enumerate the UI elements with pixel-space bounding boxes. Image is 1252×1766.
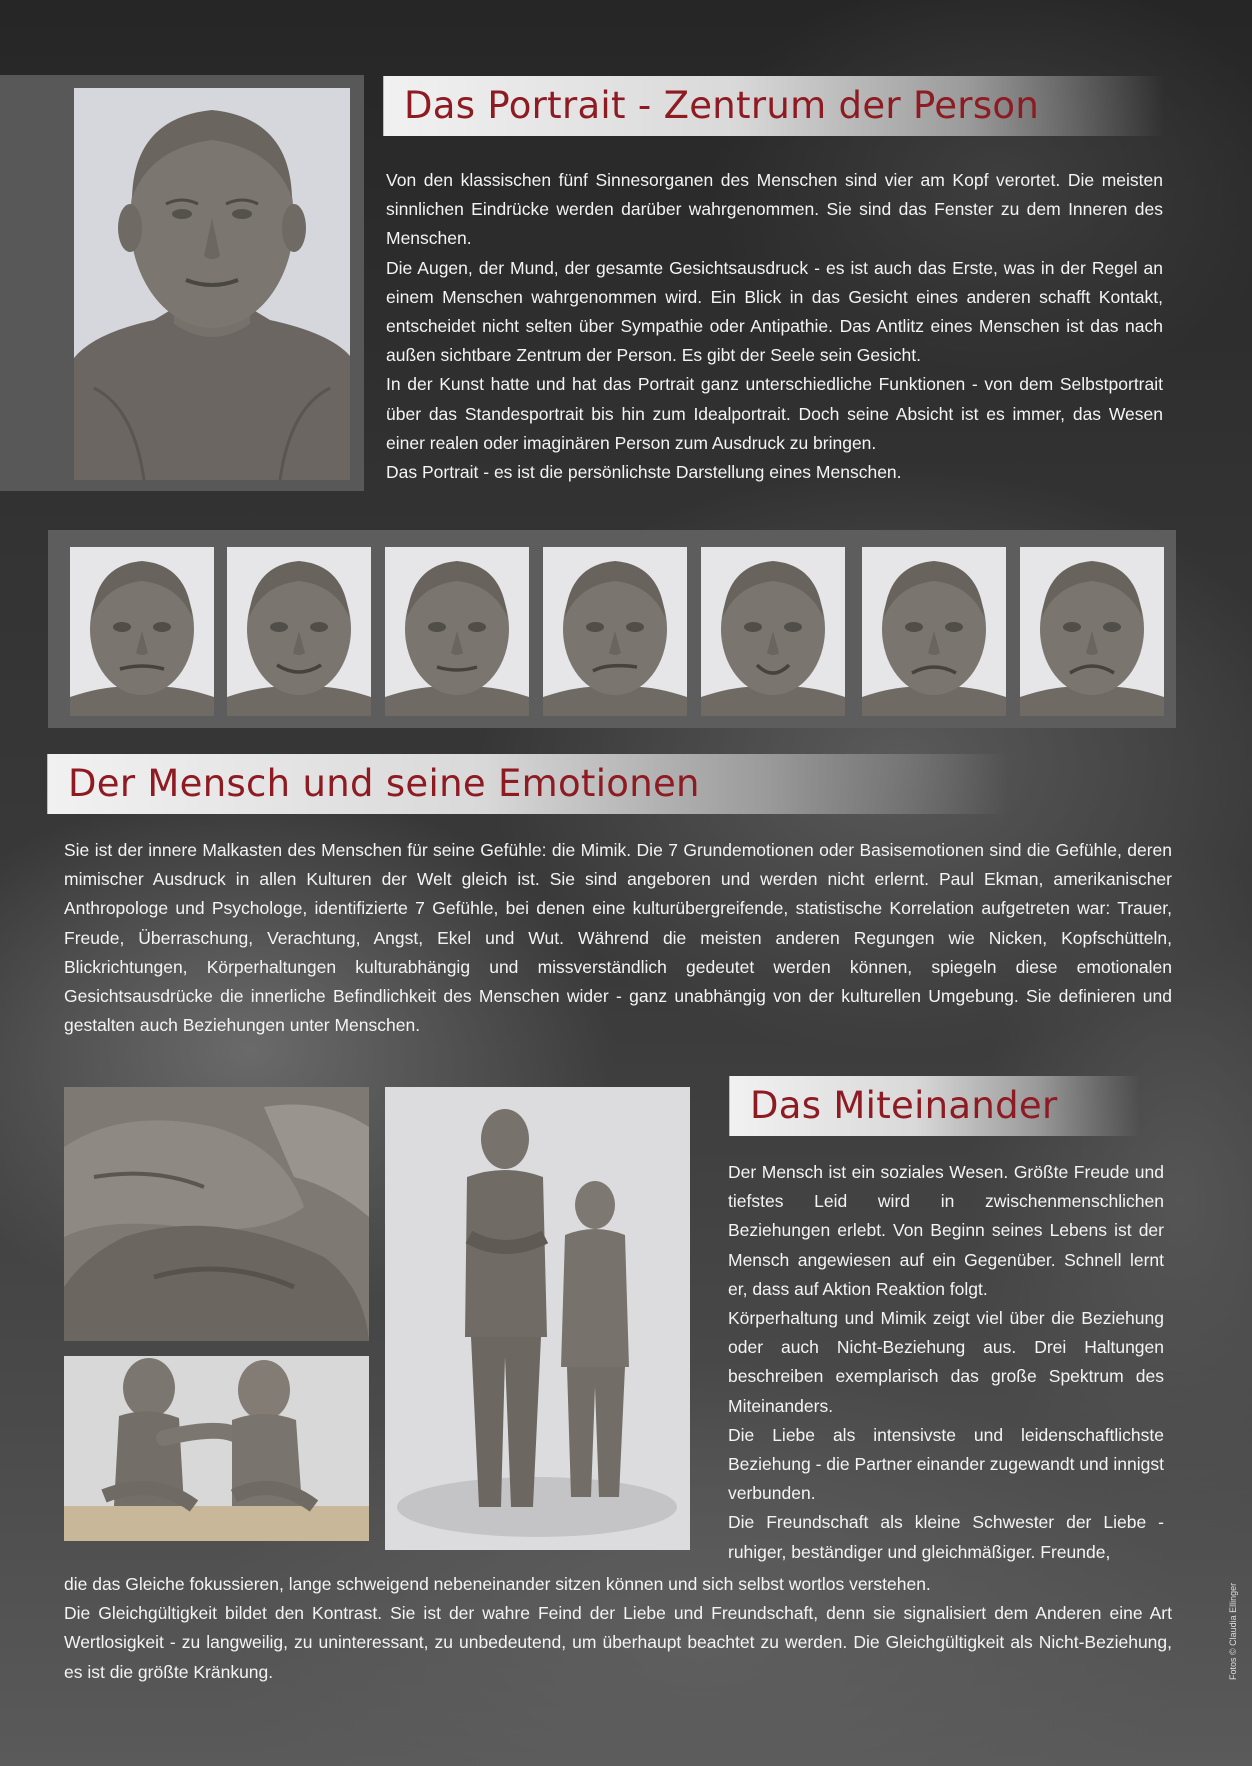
emotions-heading-bar: [48, 754, 1008, 814]
photo-credit: Fotos © Claudia Ellinger: [1228, 1582, 1238, 1680]
portrait-heading-bar: [384, 76, 1164, 136]
hands-sculpture-photo: [64, 1087, 369, 1341]
together-paragraph: Die Liebe als intensivste und leidenschaftlichste Beziehung - die Partner einander zugewandt und innigst verbunden.: [728, 1424, 1164, 1504]
together-continuation-paragraph: die das Gleiche fokussieren, lange schweigend nebeneinander sitzen können und sich selbst wortlos verstehen.: [64, 1574, 931, 1594]
emotions-title: Der Mensch und seine Emotionen: [68, 762, 700, 805]
emotions-paragraph: Sie ist der innere Malkasten des Menschen für seine Gefühle: die Mimik. Die 7 Grundemotionen oder Basisemotionen sind die Gefühle, deren mimischer Ausdruck in allen Kulturen der Welt gleich ist. Sie sind angeboren und werden nicht erlernt. Paul Ekman, amerikanischer Anthropologe und Psychologe, identifizierte 7 Gefühle, bei denen eine kulturübergreifende, statistische Korrelation aufgetreten war: Trauer, Freude, Überraschung, Verachtung, Angst, Ekel und Wut. Während die meisten anderen Regungen wie Nicken, Kopfschütteln, Blickrichtungen, Körperhaltungen kulturabhängig und missverständlich gedeutet werden können, spiegeln diese emotionalen Gesichtsausdrücke die innerliche Befindlichkeit des Menschen wider - ganz unabhängig von der kulturellen Umgebung. Sie definieren und gestalten auch Beziehungen unter Menschen.: [64, 840, 1172, 1036]
together-paragraph: Körperhaltung und Mimik zeigt viel über die Beziehung oder auch Nicht-Beziehung aus. Drei Haltungen beschreiben exemplarisch das große Spektrum des Miteinanders.: [728, 1308, 1164, 1416]
emotions-text: [64, 836, 1172, 1040]
together-paragraph: Die Freundschaft als kleine Schwester der Liebe - ruhiger, beständiger und gleichmäßiger. Freunde,: [728, 1512, 1164, 1562]
emotion-face-photo: [227, 547, 371, 716]
together-heading-bar: [730, 1076, 1140, 1136]
emotion-face-photo: [385, 547, 529, 716]
portrait-paragraph: Die Augen, der Mund, der gesamte Gesichtsausdruck - es ist auch das Erste, was in der Regel an einem Menschen wahrgenommen wird. Ein Blick in das Gesicht eines anderen schafft Kontakt, entscheidet nicht selten über Sympathie oder Antipathie. Das Antlitz eines Menschen ist das nach außen sichtbare Zentrum der Person. Es gibt der Seele sein Gesicht.: [386, 257, 1163, 366]
emotion-face-photo: [543, 547, 687, 716]
emotion-face-photo: [862, 547, 1006, 716]
emotion-face-photo: [701, 547, 845, 716]
together-title: Das Miteinander: [750, 1084, 1058, 1127]
portrait-title: Das Portrait - Zentrum der Person: [404, 84, 1040, 127]
emotion-face-photo: [70, 547, 214, 716]
together-continuation-text: [64, 1570, 1172, 1687]
together-paragraph: Der Mensch ist ein soziales Wesen. Größte Freude und tiefstes Leid wird in zwischenmenschlichen Beziehungen erlebt. Von Beginn seines Lebens ist der Mensch angewiesen auf ein Gegenüber. Schnell lernt er, dass auf Aktion Reaktion folgt.: [728, 1162, 1164, 1299]
standing-figures-photo: [385, 1087, 690, 1550]
sitting-figures-photo: [64, 1356, 369, 1541]
portrait-paragraph: Von den klassischen fünf Sinnesorganen des Menschen sind vier am Kopf verortet. Die meisten sinnlichen Eindrücke werden darüber wahrgenommen. Sie sind das Fenster zu dem Inneren des Menschen.: [386, 170, 1163, 249]
portrait-text: [386, 166, 1163, 487]
together-continuation-paragraph: Die Gleichgültigkeit bildet den Kontrast. Sie ist der wahre Feind der Liebe und Freundschaft, denn sie signalisiert dem Anderen eine Art Wertlosigkeit - zu langweilig, zu uninteressant, zu unbedeutend, um überhaupt beachtet zu werden. Die Gleichgültigkeit als Nicht-Beziehung, es ist die größte Kränkung.: [64, 1603, 1172, 1682]
together-text: [728, 1158, 1164, 1567]
portrait-paragraph: In der Kunst hatte und hat das Portrait ganz unterschiedliche Funktionen - von dem Selbstportrait über das Standesportrait bis hin zum Idealportrait. Doch seine Absicht ist es immer, das Wesen einer realen oder imaginären Person zum Ausdruck zu bringen.: [386, 374, 1163, 453]
portrait-paragraph: Das Portrait - es ist die persönlichste Darstellung eines Menschen.: [386, 462, 902, 483]
emotion-face-photo: [1020, 547, 1164, 716]
portrait-bust-photo: [74, 88, 350, 480]
